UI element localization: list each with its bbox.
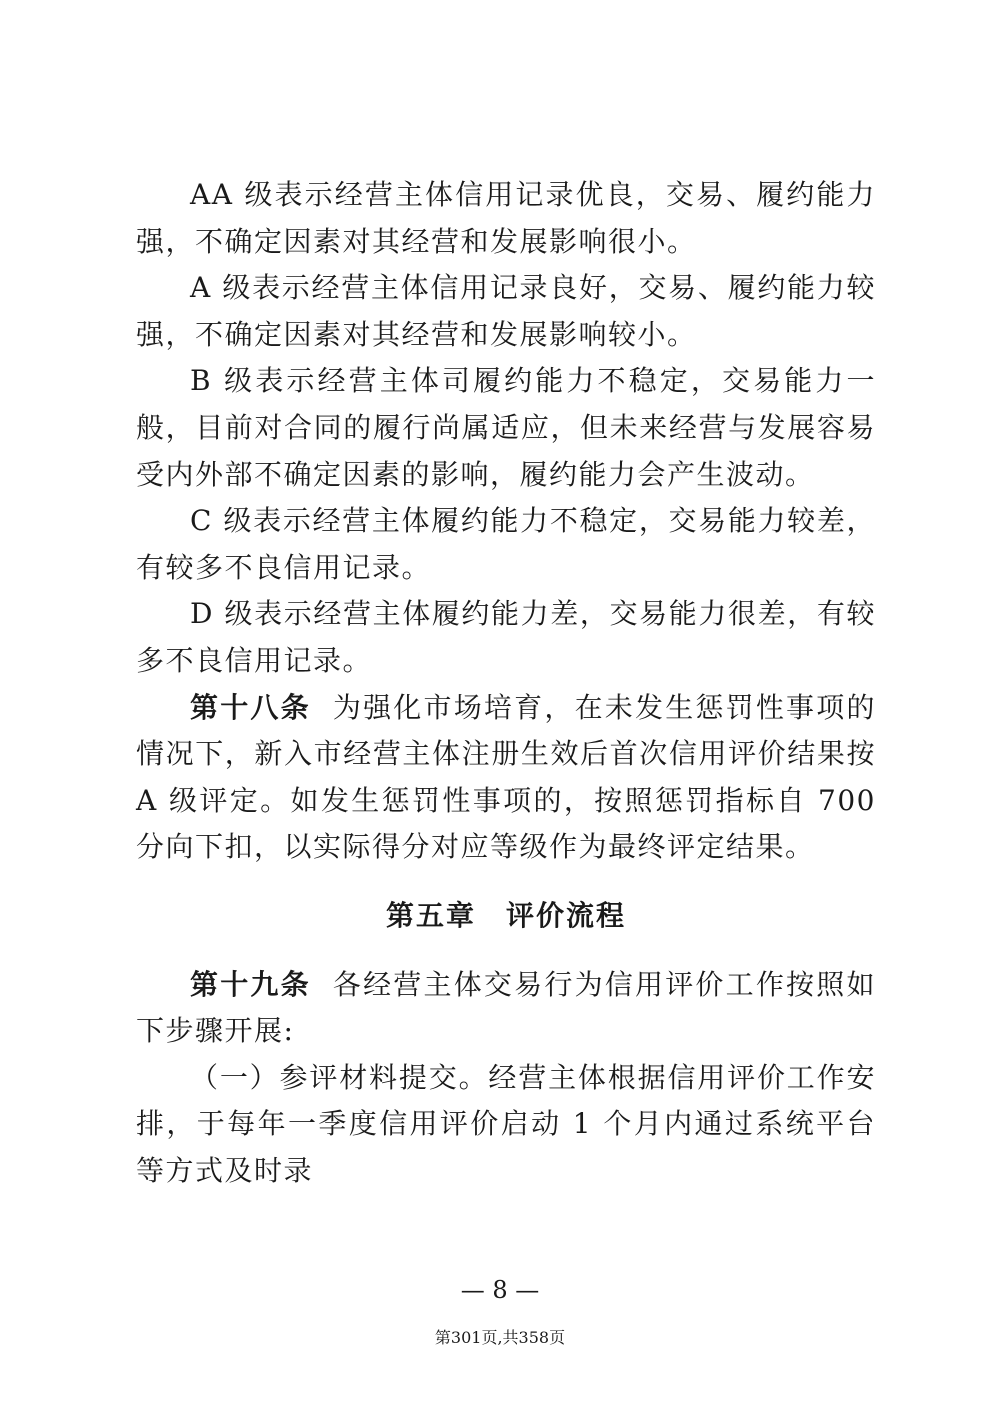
item-1: （一）参评材料提交。经营主体根据信用评价工作安排，于每年一季度信用评价启动 1 个月内通过系统平台等方式及时录 xyxy=(136,1060,876,1187)
article-19 xyxy=(136,962,876,1055)
article-18-heading: 第十八条 xyxy=(190,690,311,724)
body-text xyxy=(136,172,876,1194)
article-18 xyxy=(136,685,876,871)
page-number: — 8 — xyxy=(460,1276,540,1304)
paragraph-c: C 级表示经营主体履约能力不稳定，交易能力较差，有较多不良信用记录。 xyxy=(136,504,876,584)
paragraph-a: A 级表示经营主体信用记录良好，交易、履约能力较强，不确定因素对其经营和发展影响较小。 xyxy=(136,271,876,351)
article-18-text: 为强化市场培育，在未发生惩罚性事项的情况下，新入市经营主体注册生效后首次信用评价结果按 A 级评定。如发生惩罚性事项的，按照惩罚指标自 700 分向下扣，以实际得分对应等级作为最终评定结果。 xyxy=(136,690,876,864)
page-info: 第301页,共358页 xyxy=(434,1328,566,1347)
article-19-text: 各经营主体交易行为信用评价工作按照如下步骤开展: xyxy=(136,967,876,1048)
chapter-title: 第五章 评价流程 xyxy=(385,898,626,932)
paragraph-b: B 级表示经营主体司履约能力不稳定，交易能力一般，目前对合同的履行尚属适应，但未来经营与发展容易受内外部不确定因素的影响，履约能力会产生波动。 xyxy=(136,364,876,491)
paragraph-d: D 级表示经营主体履约能力差，交易能力很差，有较多不良信用记录。 xyxy=(136,597,876,677)
article-19-heading: 第十九条 xyxy=(190,967,311,1001)
paragraph-aa: AA 级表示经营主体信用记录优良，交易、履约能力强，不确定因素对其经营和发展影响很小。 xyxy=(136,178,876,258)
